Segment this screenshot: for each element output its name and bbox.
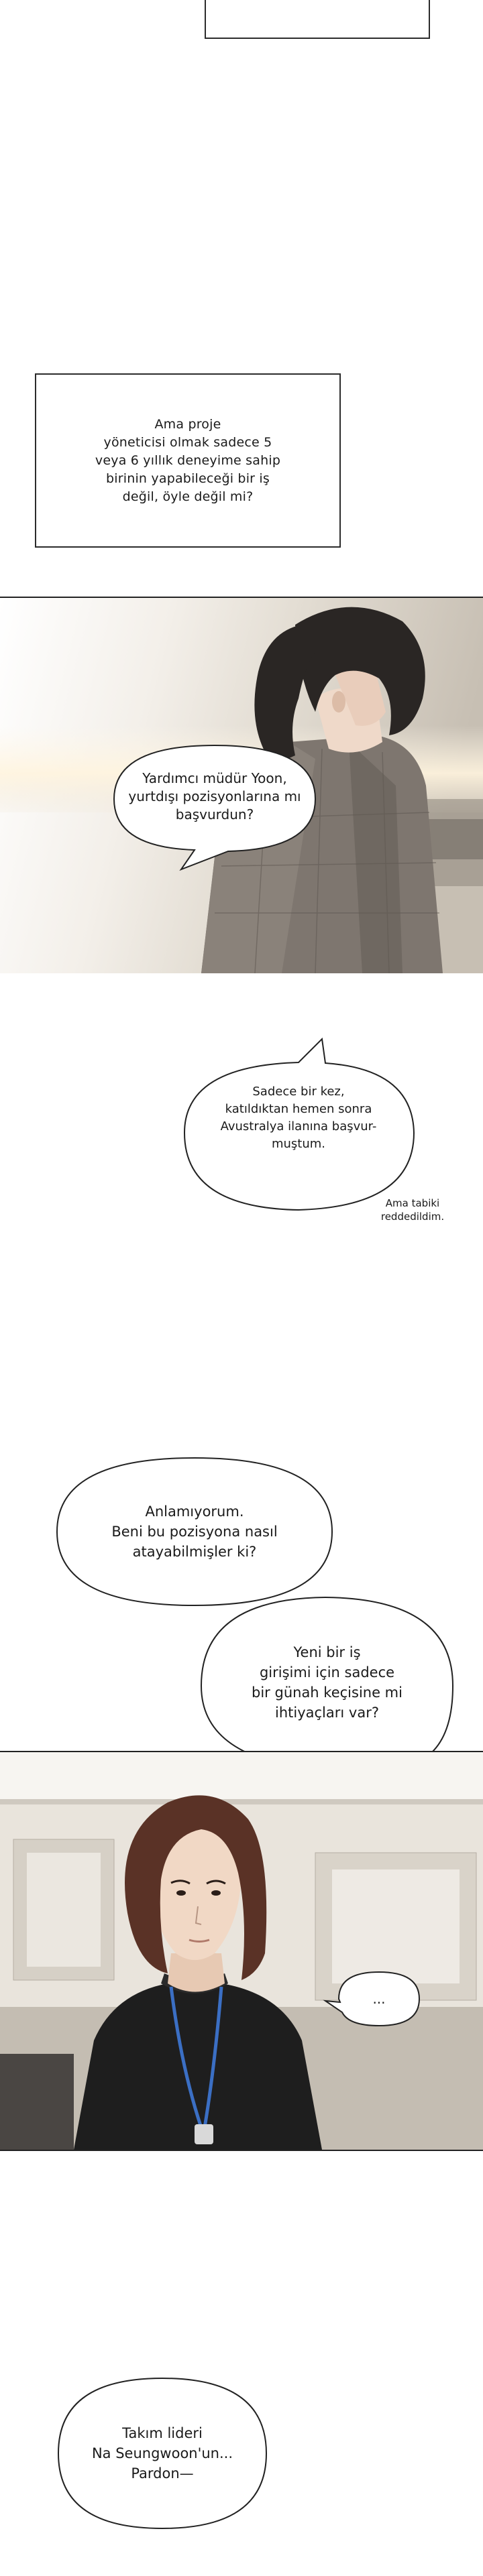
panel-ponytail-woman (0, 597, 483, 973)
bubble-text: Sadece bir kez, katıldıktan hemen sonra Avustralya ilanına başvur- muştum. (220, 1084, 377, 1151)
panel-bob-hair-woman (0, 1751, 483, 2151)
panel-illustration (0, 1752, 483, 2150)
narration-box-top (205, 0, 430, 39)
speech-bubble-australia (171, 1039, 426, 1220)
speech-bubble-ellipsis (325, 1969, 423, 2029)
bubble-text: Takım lideri Na Seungwoon'un... Pardon— (91, 2425, 233, 2481)
speech-bubble-dont-understand (54, 1455, 335, 1609)
bubble-text: ... (372, 1990, 386, 2007)
speech-bubble-assistant-manager (94, 732, 335, 866)
narration-box (35, 373, 341, 548)
bubble-text: Anlamıyorum. Beni bu pozisyona nasıl atayabilmişler ki? (111, 1504, 278, 1560)
narration-text: Ama proje yöneticisi olmak sadece 5 veya 6 yıllık deneyime sahip birinin yapabileceği bir iş değil, öyle değil mi? (95, 416, 281, 504)
speech-bubble-team-leader (55, 2373, 270, 2534)
bubble-text: Yardımcı müdür Yoon, yurtdışı pozisyonlarına mı başvurdun? (128, 770, 301, 822)
bubble-text: Yeni bir iş girişimi için sadece bir günah keçisine mi ihtiyaçları var? (252, 1644, 402, 1721)
aside-text: Ama tabiki reddedildim. (380, 1197, 445, 1223)
